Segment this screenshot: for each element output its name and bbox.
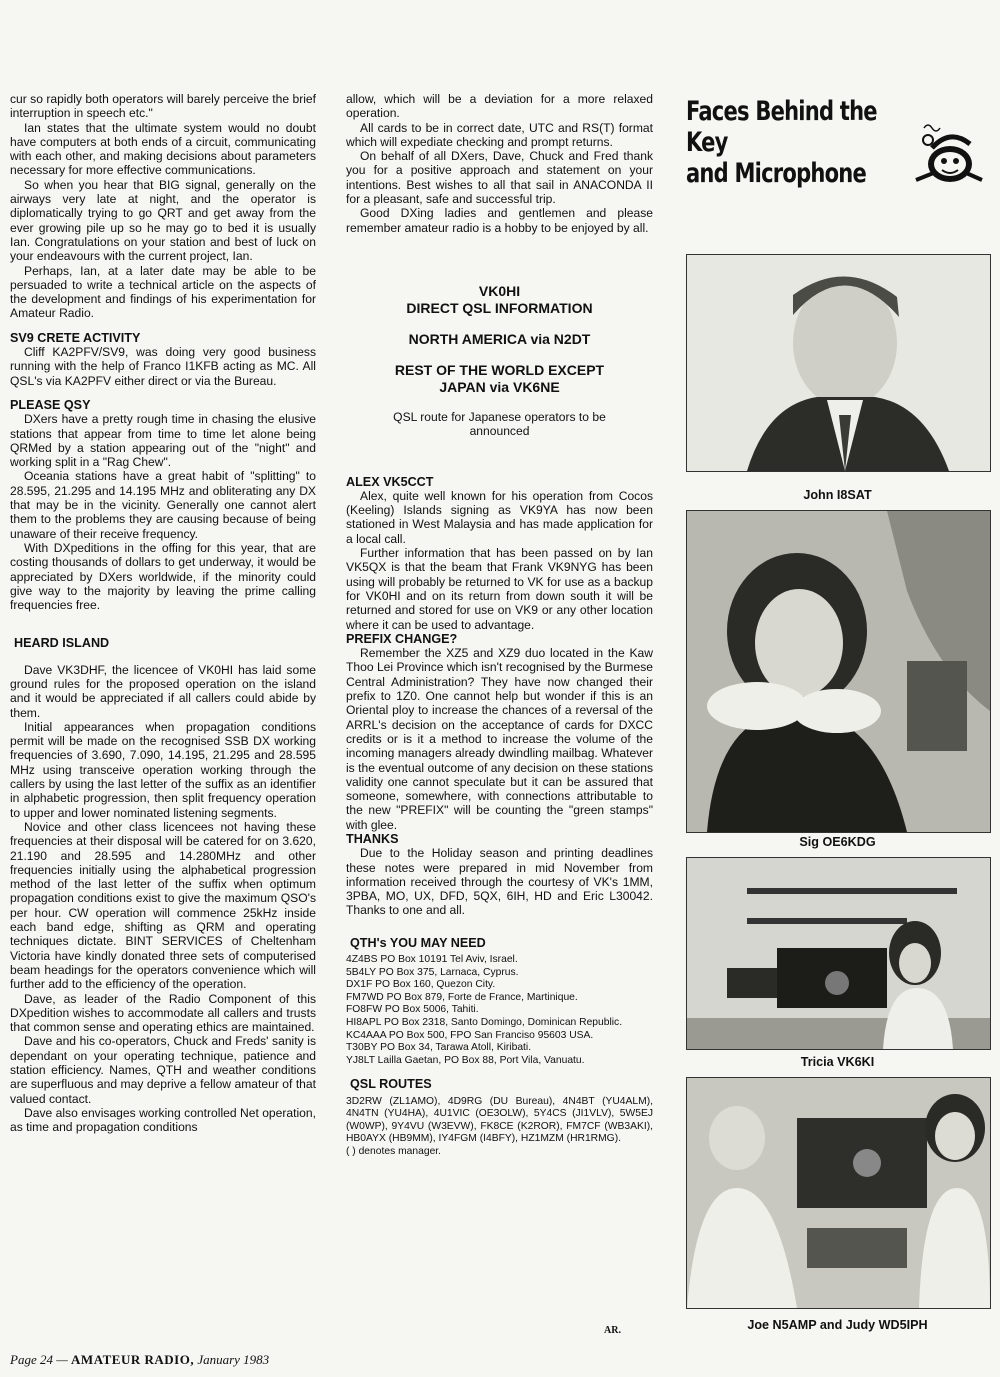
paragraph: allow, which will be a deviation for a more relaxed operation. bbox=[346, 92, 653, 121]
qsl-info-line: NORTH AMERICA via N2DT bbox=[408, 330, 591, 347]
paragraph: Due to the Holiday season and printing deadlines these notes were prepared in mid November from information received through the courtesy of VK's 1MM, 3PBA, MO, UX, DFD, 5QX, 6IH, HD and Eric L30042. Thanks to one and all. bbox=[346, 846, 653, 918]
qth-entry: T30BY PO Box 34, Tarawa Atoll, Kiribati. bbox=[346, 1042, 532, 1054]
page-footer bbox=[10, 1352, 269, 1368]
section-heading-sv9: SV9 CRETE ACTIVITY bbox=[10, 330, 141, 345]
paragraph: Ian states that the ultimate system would no doubt have computers at both ends of a circuit, communicating with each other, and making decisions about parameters necessary for more effective communications. bbox=[10, 120, 316, 178]
paragraph: Oceania stations have a great habit of "splitting" to 28.595, 21.295 and 14.195 MHz and obliterating any DX that may be in the vicinity. Generally one cannot alert them to the problems they are causing because of being unaware of their receive frequency. bbox=[10, 469, 316, 541]
column-1 bbox=[10, 92, 316, 1134]
paragraph: Novice and other class licencees not having these frequencies at their disposal will be catered for on 3.620, 21.190 and 28.595 and 14.280MHz and other frequencies initially using the alphabetical progression method of the last letter of the suffix when optimum propagation conditions exist to give the maximum QSO's per hour. CW operation will commence 25kHz inside each band edge, shifting as QRM and operating techniques dictate. BINT SERVICES of Cheltenham Victoria have kindly donated three sets of computerised beam headings for the operators convenience which will further add to the efficiency of the operation. bbox=[10, 819, 316, 992]
faces-header-line: and Microphone bbox=[686, 158, 867, 189]
paragraph: DXers have a pretty rough time in chasing the elusive stations that appear from time to time let alone being QRMed by a station appearing out of the "night" and working split in a "Rag Chew". bbox=[10, 412, 316, 470]
footer-magazine: AMATEUR RADIO, bbox=[71, 1352, 195, 1367]
paragraph: Remember the XZ5 and XZ9 duo located in the Kaw Thoo Lei Province which isn't recognised by the Burmese Central Administration? They have now changed their prefix to 1Z0. One cannot help but wonder if this is an Oriental ploy to increase the chances of a reversal of the ARRL's decision on the acceptance of cards for DXCC credits or is it a method to increase the volume of the incoming managers already dwindling mailbag. Whatever is the eventual outcome of any decision on these stations validity one cannot speculate but it can be assured that someone, somewhere, with connections attributable to the new "PREFIX" will be counting the "green stamps" with glee. bbox=[346, 646, 653, 832]
paragraph: On behalf of all DXers, Dave, Chuck and Fred thank you for a positive approach and statement on your intentions. Best wishes to all that sail in ANACONDA II for a pleasant, safe and successful trip. bbox=[346, 149, 653, 207]
qsl-routes-note: ( ) denotes manager. bbox=[346, 1146, 442, 1158]
photo-caption: John I8SAT bbox=[803, 488, 872, 502]
qth-entry: KC4AAA PO Box 500, FPO San Franciso 95603 USA. bbox=[346, 1029, 594, 1041]
qth-entry: HI8APL PO Box 2318, Santo Domingo, Dominican Republic. bbox=[346, 1017, 623, 1029]
footer-page: Page 24 — bbox=[10, 1352, 68, 1367]
qsl-info-line: DIRECT QSL INFORMATION bbox=[406, 299, 593, 316]
photo-caption: Tricia VK6KI bbox=[800, 1055, 875, 1069]
paragraph: Dave and his co-operators, Chuck and Freds' sanity is dependant on your operating technique, patience and station efficiency. Names, QTH and weather conditions are superfluous and may deprive a fellow amateur of that valued contact. bbox=[10, 1034, 316, 1106]
photo-joe-judy bbox=[686, 1077, 991, 1309]
column-2 bbox=[346, 92, 653, 1159]
paragraph: So when you hear that BIG signal, generally on the airways very late at night, and the operator is diplomatically trying to go QRT and get away from the ever growing pile up so he may go to bed it is usually Ian. Congratulations on your station and best of luck on your endeavours with the current project, Ian. bbox=[10, 177, 316, 264]
paragraph: All cards to be in correct date, UTC and RS(T) format which will expediate checking and prompt returns. bbox=[346, 120, 653, 149]
qth-entry: DX1F PO Box 160, Quezon City. bbox=[346, 979, 496, 991]
paragraph: Initial appearances when propagation conditions permit will be made on the recognised SSB DX working frequencies of 3.690, 7.090, 14.195, 21.295 and 28.595 MHz using transceive operation working through the callers by using the last letter of the suffix as an identifier in alphabetic progression, then split frequency operation to upper and lower nominated listening segments. bbox=[10, 719, 316, 820]
paragraph: Good DXing ladies and gentlemen and please remember amateur radio is a hobby to be enjoyed by all. bbox=[346, 206, 653, 235]
photo-caption: Joe N5AMP and Judy WD5IPH bbox=[747, 1318, 928, 1332]
qth-entry: FM7WD PO Box 879, Forte de France, Martinique. bbox=[346, 991, 578, 1003]
section-heading-alex: ALEX VK5CCT bbox=[346, 474, 434, 489]
qth-entry: YJ8LT Lailla Gaetan, PO Box 88, Port Vila, Vanuatu. bbox=[346, 1054, 585, 1066]
section-heading-heard-island: HEARD ISLAND bbox=[14, 636, 110, 651]
qsl-note: QSL route for Japanese operators to be announced bbox=[393, 409, 606, 439]
photo-tricia bbox=[686, 857, 991, 1050]
photo-caption: Sig OE6KDG bbox=[799, 835, 876, 849]
shack-photo bbox=[687, 858, 990, 1049]
section-heading-qsl-routes: QSL ROUTES bbox=[350, 1077, 432, 1092]
section-heading-prefix: PREFIX CHANGE? bbox=[346, 631, 458, 646]
paragraph: Further information that has been passed on by Ian VK5QX is that the beam that Frank VK9NYG has been using will probably be returned to VK for use as a backup for VK0HI and on its return from down south it will be returned and stored for use on VK9 or any other location where it can be used to advantage. bbox=[346, 546, 653, 632]
paragraph: Perhaps, Ian, at a later date may be able to be persuaded to write a technical article on the aspects of the development and findings of his experimentation for Amateur Radio. bbox=[10, 263, 316, 321]
section-heading-qth: QTH's YOU MAY NEED bbox=[350, 935, 486, 950]
qsl-info-line: VK0HI bbox=[478, 282, 521, 299]
qsl-info-line: REST OF THE WORLD EXCEPT bbox=[394, 361, 605, 378]
section-heading-qsy: PLEASE QSY bbox=[10, 397, 91, 412]
qsl-info-line: JAPAN via VK6NE bbox=[439, 378, 560, 395]
end-mark: AR. bbox=[604, 1325, 621, 1336]
qth-entry: 5B4LY PO Box 375, Larnaca, Cyprus. bbox=[346, 966, 519, 978]
faces-header-line: Faces Behind the Key bbox=[686, 96, 877, 158]
qth-list bbox=[346, 954, 653, 1067]
paragraph: With DXpeditions in the offing for this year, that are costing thousands of dollars to get underway, it would be appreciated by DXers worldwide, if the minority could give way to the majority by leaving the prime calling frequencies free. bbox=[10, 540, 316, 613]
section-heading-thanks: THANKS bbox=[346, 831, 399, 846]
photo-sig bbox=[686, 510, 991, 833]
photo-john bbox=[686, 254, 991, 472]
portrait-photo bbox=[687, 511, 990, 832]
qsl-routes-text: 3D2RW (ZL1AMO), 4D9RG (DU Bureau), 4N4BT (YU4ALM), 4N4TN (YU4HA), 4U1VIC (OE3OLW), 5Y4CS (JI1VLV), 5W5EJ (W0WP), 9Y4VU (W3EVW), FK8CE (K2ROR), FM7CF (WB3AKI), HB0AYX (HB9MM), IY4FGM (I4BFY), HZ1MZM (HR1RMG). bbox=[346, 1095, 653, 1145]
paragraph: Dave VK3DHF, the licencee of VK0HI has laid some ground rules for the proposed operation on the island and it would be appreciated if all callers could abide by them. bbox=[10, 662, 316, 720]
cartoon-logo-icon bbox=[906, 120, 990, 190]
paragraph: Alex, quite well known for his operation from Cocos (Keeling) Islands signing as VK9YA has now been stationed in West Malaysia and has made application for a local call. bbox=[346, 488, 653, 546]
portrait-photo bbox=[687, 255, 990, 471]
paragraph: Cliff KA2PFV/SV9, was doing very good business running with the help of Franco I1KFB acting as MC. All QSL's via KA2PFV either direct or via the Bureau. bbox=[10, 345, 316, 388]
footer-date: January 1983 bbox=[197, 1352, 270, 1367]
qth-entry: FO8FW PO Box 5006, Tahiti. bbox=[346, 1004, 479, 1016]
qth-entry: 4Z4BS PO Box 10191 Tel Aviv, Israel. bbox=[346, 954, 518, 966]
shack-photo bbox=[687, 1078, 990, 1308]
paragraph: cur so rapidly both operators will barely perceive the brief interruption in speech etc." bbox=[10, 92, 316, 121]
paragraph: Dave, as leader of the Radio Component of this DXpedition wishes to accommodate all callers and trusts that common sense and operating ethics are maintained. bbox=[10, 991, 316, 1035]
paragraph: Dave also envisages working controlled Net operation, as time and propagation conditions bbox=[10, 1105, 316, 1135]
